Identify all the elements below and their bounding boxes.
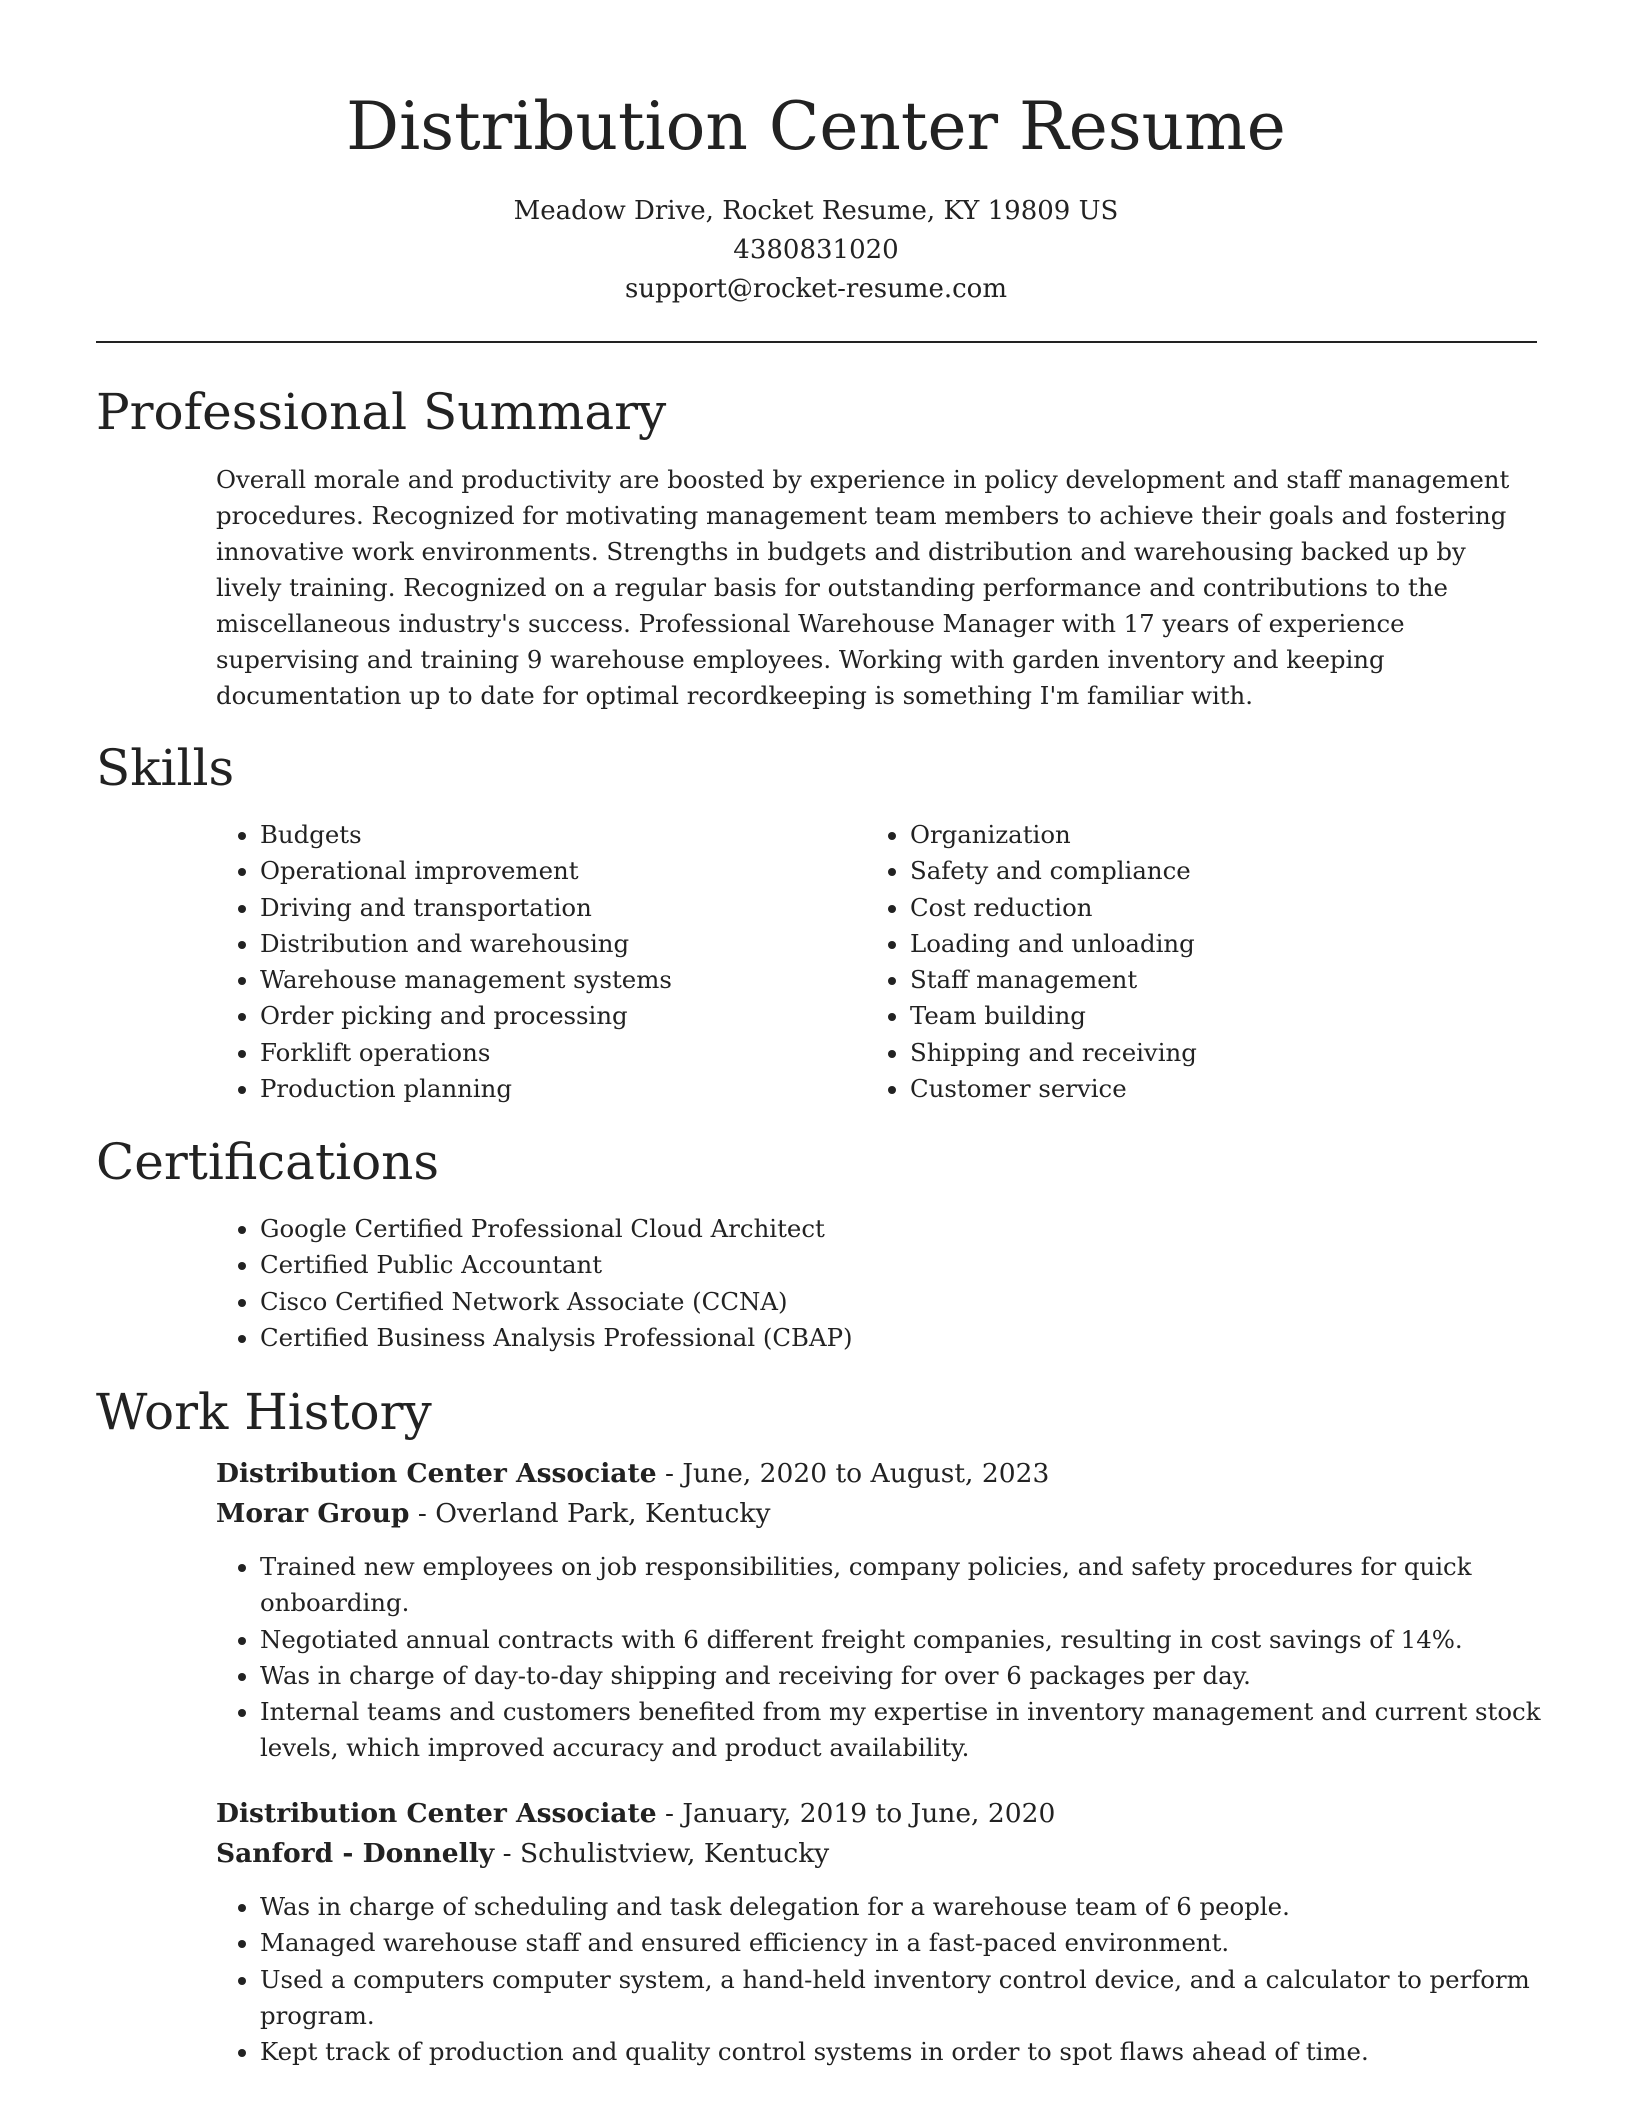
job-bullet: • Managed warehouse staff and ensured efficiency in a fast-paced environment. [260, 1925, 1560, 1961]
skill-item: • Loading and unloading [910, 926, 1530, 962]
skill-item: • Warehouse management systems [260, 962, 860, 998]
summary-heading: Professional Summary [96, 383, 667, 441]
certifications-list [216, 1211, 1460, 1356]
skill-item: • Shipping and receiving [910, 1035, 1530, 1071]
job-bullets [216, 1889, 1560, 2070]
certification-item: • Certified Business Analysis Professional (CBAP) [260, 1320, 1460, 1356]
resume-title: Distribution Center Resume [346, 88, 1286, 165]
job-title-line [216, 1454, 1049, 1494]
job-dates: June, 2020 to August, 2023 [682, 1458, 1050, 1489]
job-bullet: • Was in charge of day-to-day shipping and receiving for over 6 packages per day. [260, 1658, 1560, 1694]
skill-item: • Team building [910, 998, 1530, 1034]
job-bullet: • Negotiated annual contracts with 6 different freight companies, resulting in cost savings of 14%. [260, 1622, 1560, 1658]
job-location: Overland Park, Kentucky [435, 1498, 771, 1529]
job-separator: - [656, 1798, 683, 1829]
skill-item: • Distribution and warehousing [260, 926, 860, 962]
skill-item: • Organization [910, 817, 1530, 853]
skill-item: • Budgets [260, 817, 860, 853]
skill-item: • Operational improvement [260, 853, 860, 889]
header-divider [96, 341, 1537, 343]
skill-item: • Cost reduction [910, 890, 1530, 926]
certification-item: • Google Certified Professional Cloud Architect [260, 1211, 1460, 1247]
job-separator: - [409, 1498, 436, 1529]
skills-heading: Skills [96, 739, 235, 797]
skills-list-left [216, 817, 860, 1107]
job-bullet: • Internal teams and customers benefited from my expertise in inventory management and current stock levels, which improved accuracy and product availability. [260, 1694, 1560, 1767]
job-bullet: • Trained new employees on job responsibilities, company policies, and safety procedures for quick onboarding. [260, 1549, 1560, 1622]
certifications-heading: Certifications [96, 1133, 440, 1191]
job-separator: - [494, 1838, 520, 1869]
job-dates: January, 2019 to June, 2020 [682, 1798, 1056, 1829]
job-separator: - [656, 1458, 683, 1489]
job-company: Morar Group [216, 1498, 410, 1529]
skill-item: • Order picking and processing [260, 998, 860, 1034]
job-bullets [216, 1549, 1560, 1767]
skill-item: • Production planning [260, 1071, 860, 1107]
job-company-line [216, 1834, 829, 1874]
contact-phone: 4380831020 [733, 235, 899, 265]
job-bullet: • Was in charge of scheduling and task delegation for a warehouse team of 6 people. [260, 1889, 1560, 1925]
contact-block [0, 192, 1632, 309]
job-location: Schulistview, Kentucky [520, 1838, 830, 1869]
skill-item: • Driving and transportation [260, 890, 860, 926]
certification-item: • Certified Public Accountant [260, 1247, 1460, 1283]
job-bullet: • Used a computers computer system, a hand-held inventory control device, and a calculator to perform program. [260, 1962, 1560, 2035]
certification-item: • Cisco Certified Network Associate (CCNA) [260, 1284, 1460, 1320]
job-title-line [216, 1794, 1055, 1834]
job-title: Distribution Center Associate [216, 1798, 657, 1829]
job-company: Sanford - Donnelly [216, 1838, 495, 1869]
summary-text: Overall morale and productivity are boosted by experience in policy development and staff management procedures. Recognized for motivating management team members to achieve their goals and fostering innovative work environments. Strengths in budgets and distribution and warehousing backed up by lively training. Recognized on a regular basis for outstanding performance and contributions to the miscellaneous industry's success. Professional Warehouse Manager with 17 years of experience supervising and training 9 warehouse employees. Working with garden inventory and keeping documentation up to date for optimal recordkeeping is something I'm familiar with. [216, 465, 1510, 710]
skill-item: • Forklift operations [260, 1035, 860, 1071]
job-title: Distribution Center Associate [216, 1458, 657, 1489]
skills-list-right [866, 817, 1530, 1107]
work-history-heading: Work History [96, 1383, 432, 1441]
skill-item: • Customer service [910, 1071, 1530, 1107]
job-bullet: • Kept track of production and quality control systems in order to spot flaws ahead of time. [260, 2034, 1560, 2070]
skill-item: • Staff management [910, 962, 1530, 998]
contact-email: support@rocket-resume.com [624, 274, 1007, 304]
contact-address: Meadow Drive, Rocket Resume, KY 19809 US [513, 196, 1119, 226]
skill-item: • Safety and compliance [910, 853, 1530, 889]
job-company-line [216, 1494, 770, 1534]
